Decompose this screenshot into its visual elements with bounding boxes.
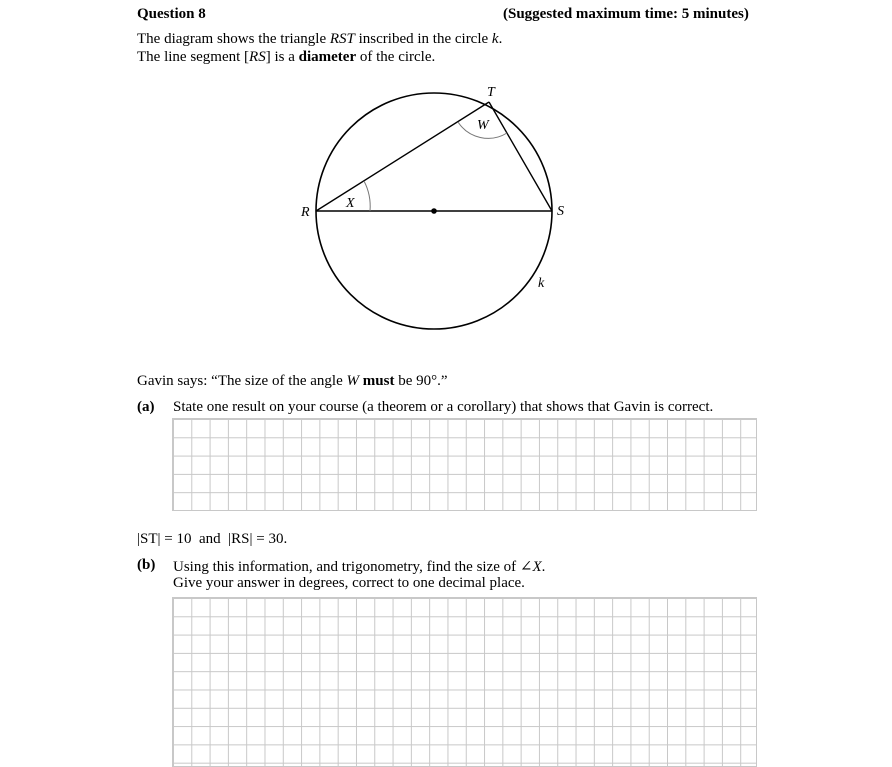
part-b-label: (b)	[137, 557, 156, 573]
label-k: k	[538, 276, 545, 291]
label-x: X	[346, 196, 355, 211]
label-r: R	[301, 205, 310, 220]
intro-line-1: The diagram shows the triangle RST inscribed in the circle k.	[137, 31, 503, 47]
intro-line-2: The line segment [RS] is a diameter of the circle.	[137, 49, 436, 65]
answer-grid-b[interactable]	[172, 597, 757, 767]
label-t: T	[487, 85, 495, 100]
part-b-question-line-1: Using this information, and trigonometry, find the size of ∠X.	[173, 559, 546, 575]
question-number: Question 8	[137, 6, 206, 22]
center-point	[431, 208, 437, 214]
gavin-statement: Gavin says: “The size of the angle W must be 90°.”	[137, 373, 448, 389]
side-rt	[316, 102, 489, 211]
part-a-label: (a)	[137, 399, 155, 415]
given-lengths: |ST| = 10 and |RS| = 30.	[137, 531, 288, 547]
angle-x-arc	[364, 181, 370, 211]
part-b-question-line-2: Give your answer in degrees, correct to one decimal place.	[173, 575, 525, 591]
side-ts	[489, 102, 552, 211]
label-w: W	[477, 118, 489, 133]
suggested-time: (Suggested maximum time: 5 minutes)	[503, 6, 749, 22]
label-s: S	[557, 204, 564, 219]
part-a-question: State one result on your course (a theorem or a corollary) that shows that Gavin is correct.	[173, 399, 714, 415]
answer-grid-a[interactable]	[172, 418, 757, 511]
